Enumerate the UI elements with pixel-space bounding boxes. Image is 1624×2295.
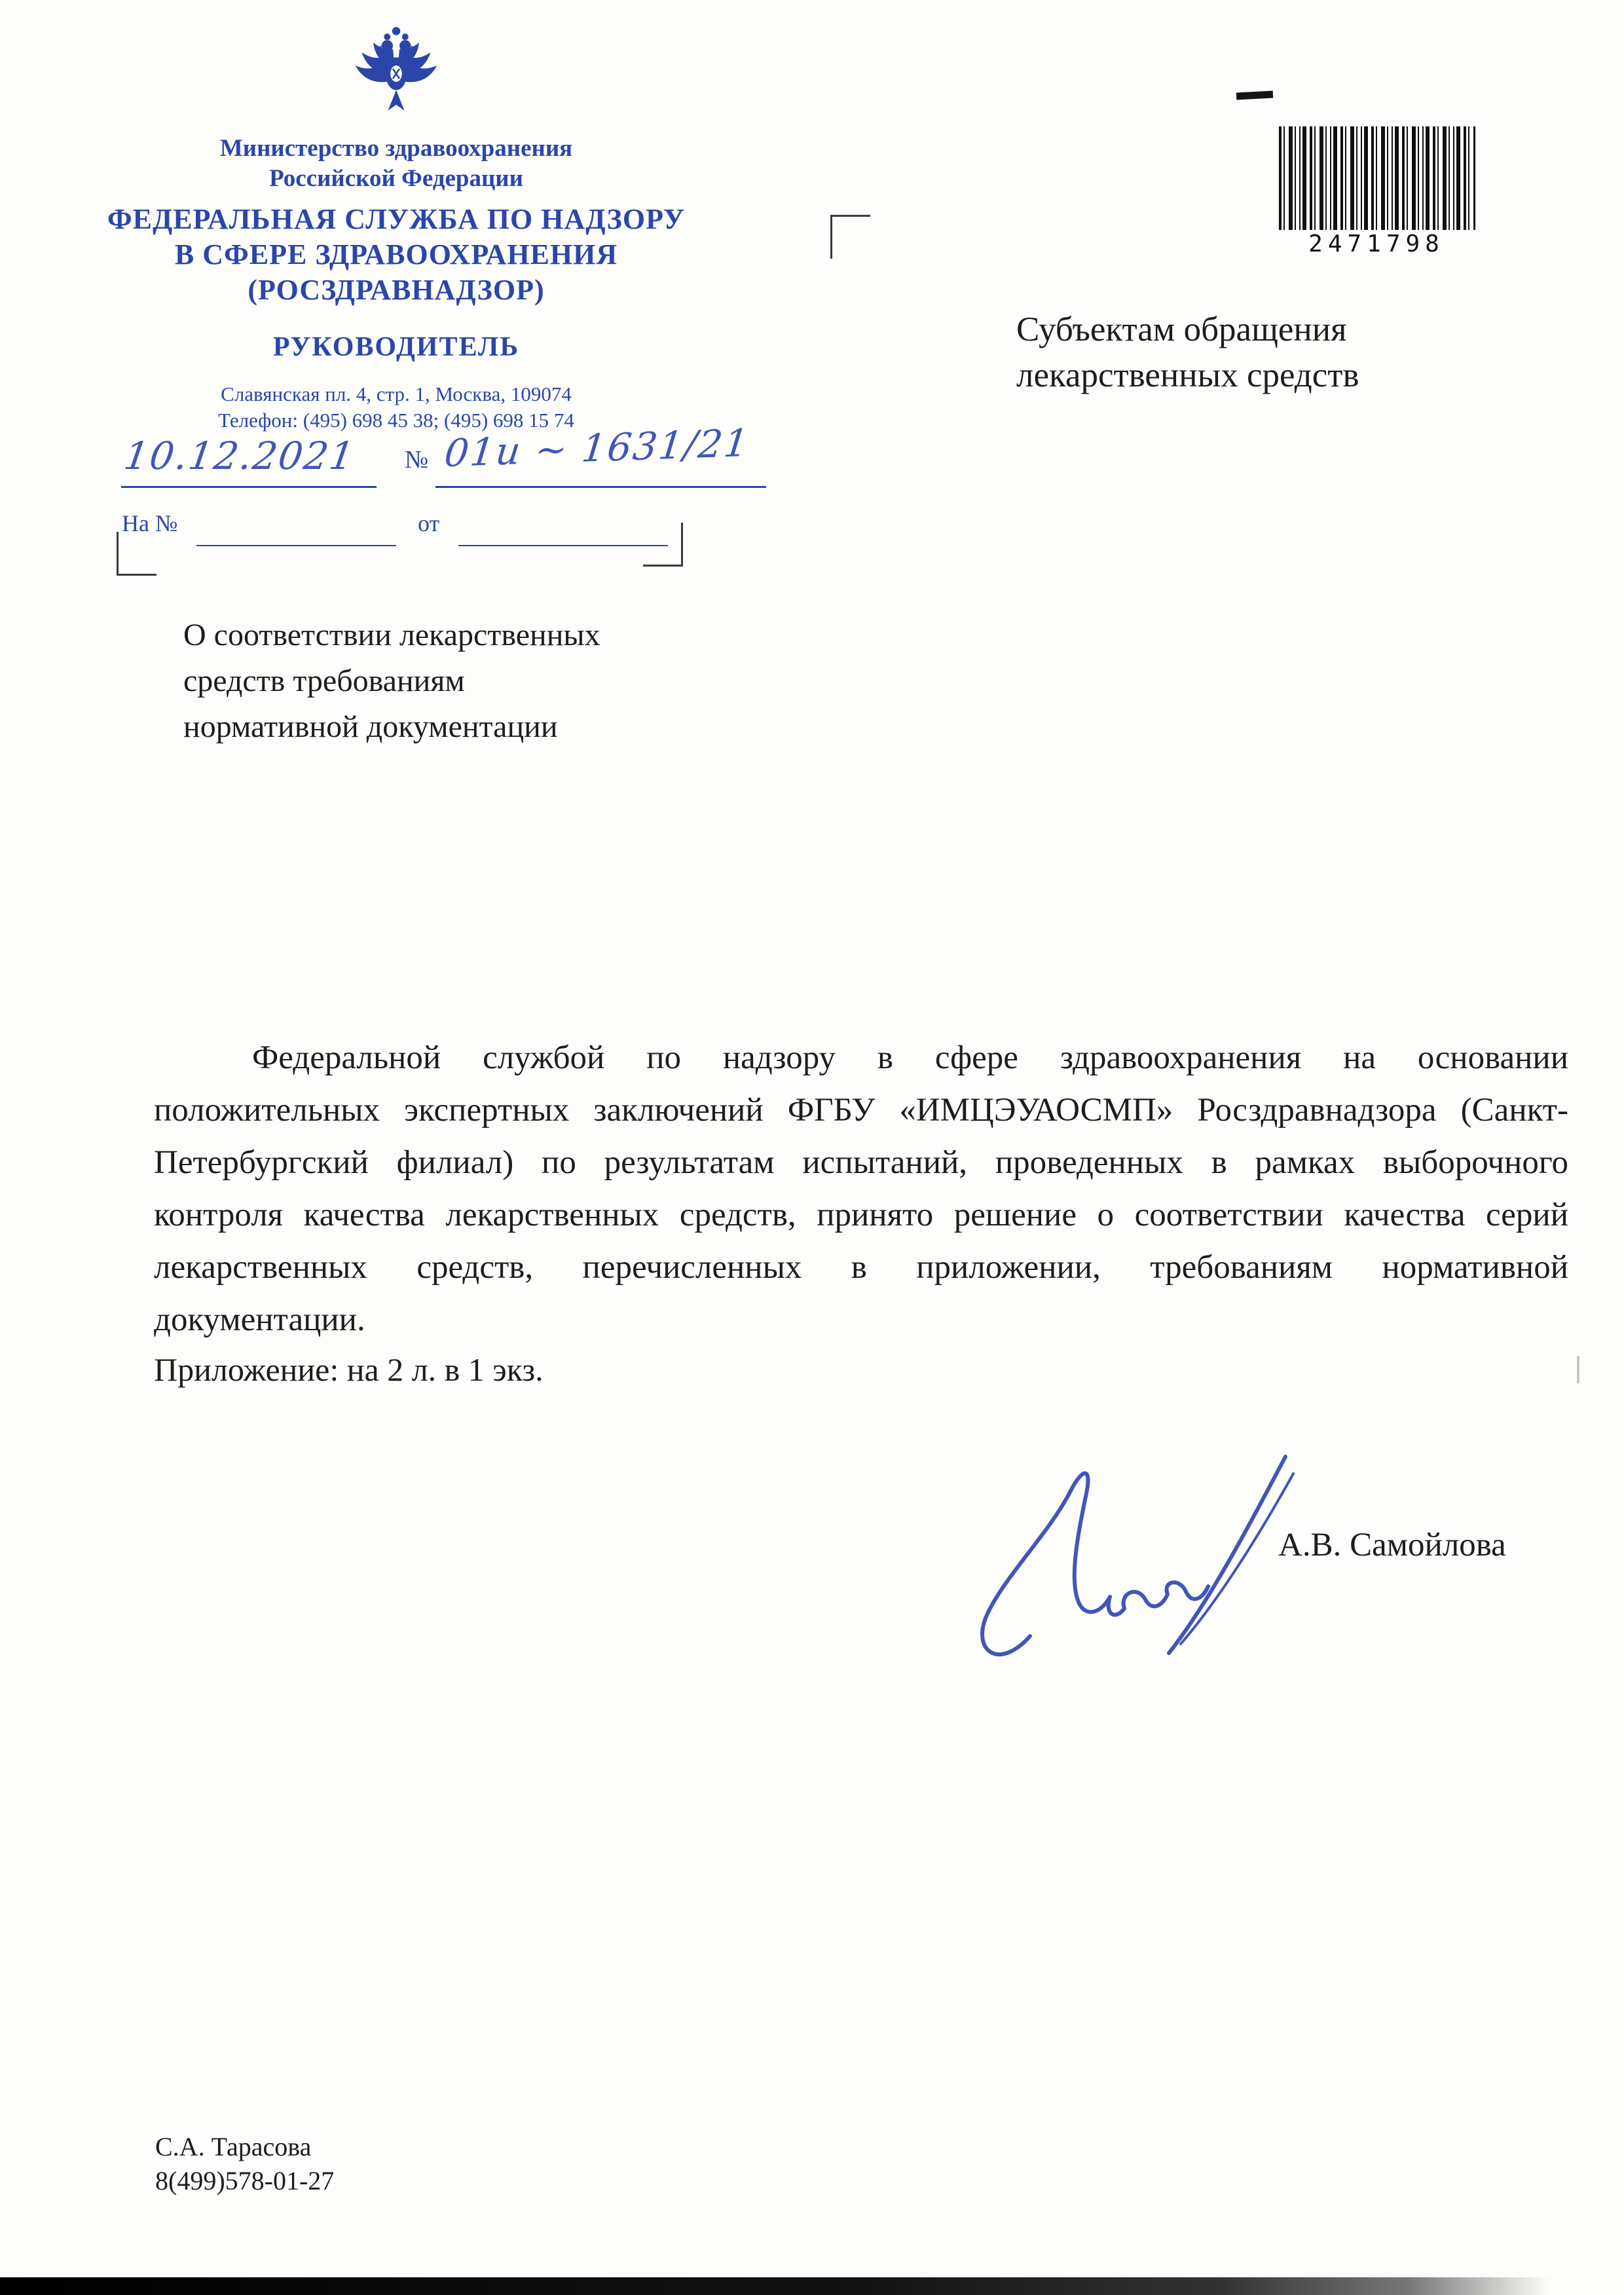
service-line-2: В СФЕРЕ ЗДРАВООХРАНЕНИЯ <box>174 238 618 271</box>
reply-to-label: На № <box>122 510 178 536</box>
ministry-line-1: Министерство здравоохранения <box>219 135 573 162</box>
executor-name: С.А. Тарасова <box>155 2132 312 2161</box>
subject-line-1: О соответствии лекарственных <box>183 618 600 652</box>
corner-mark-top-right <box>830 215 870 259</box>
reply-date-underline <box>458 545 668 546</box>
scan-mark <box>1236 91 1273 100</box>
subject-line-3: нормативной документации <box>183 709 558 744</box>
corner-mark-bottom-left <box>117 532 157 576</box>
service-line-3: (РОСЗДРАВНАДЗОР) <box>248 274 545 306</box>
handwritten-signature <box>953 1428 1333 1693</box>
letterhead <box>98 26 694 434</box>
position-title: РУКОВОДИТЕЛЬ <box>272 332 520 362</box>
recipient-block <box>1016 307 1359 398</box>
ministry-line-2: Российской Федерации <box>269 165 523 192</box>
subject-block <box>183 612 600 750</box>
ministry-name <box>98 134 694 194</box>
executor-phone: 8(499)578-01-27 <box>155 2166 335 2195</box>
corner-mark-bottom-right <box>643 523 683 567</box>
handwritten-number: 01и ~ 1631/21 <box>442 420 752 476</box>
handwritten-date: 10.12.2021 <box>121 434 358 478</box>
coat-of-arms-icon <box>347 26 445 124</box>
body-paragraph: Федеральной службой по надзору в сфере здравоохранения на основании положительных экспертных заключений ФГБУ «ИМЦЭУАОСМП» Росздравнадзора (Санкт-Петербургский филиал) по результатам испытаний, проведенных в рамках выборочного контроля качества лекарственных средств, принято решение о соответствии качества серий лекарственных средств, перечисленных в приложении, требованиям нормативной документации. <box>154 1039 1568 1338</box>
number-underline <box>435 486 766 488</box>
phone-line: Телефон: (495) 698 45 38; (495) 698 15 74 <box>218 409 574 432</box>
number-sign: № <box>405 446 429 474</box>
signer-name: А.В. Самойлова <box>1278 1527 1506 1563</box>
recipient-line-1: Субъектам обращения <box>1016 310 1347 348</box>
date-underline <box>121 486 377 488</box>
reply-number-underline <box>196 545 396 546</box>
recipient-line-2: лекарственных средств <box>1016 356 1359 394</box>
scan-artifact <box>1577 1356 1579 1383</box>
address-line: Славянская пл. 4, стр. 1, Москва, 109074 <box>221 382 572 405</box>
barcode <box>1278 126 1476 231</box>
scan-bottom-band <box>0 2277 1565 2295</box>
executor-block <box>155 2130 334 2198</box>
barcode-number: 2471798 <box>1308 231 1445 257</box>
reply-from-label: от <box>418 510 440 536</box>
attachment-line: Приложение: на 2 л. в 1 экз. <box>154 1351 544 1388</box>
service-line-1: ФЕДЕРАЛЬНАЯ СЛУЖБА ПО НАДЗОРУ <box>107 203 686 235</box>
service-name <box>98 202 694 308</box>
subject-line-2: средств требованиям <box>183 663 465 698</box>
